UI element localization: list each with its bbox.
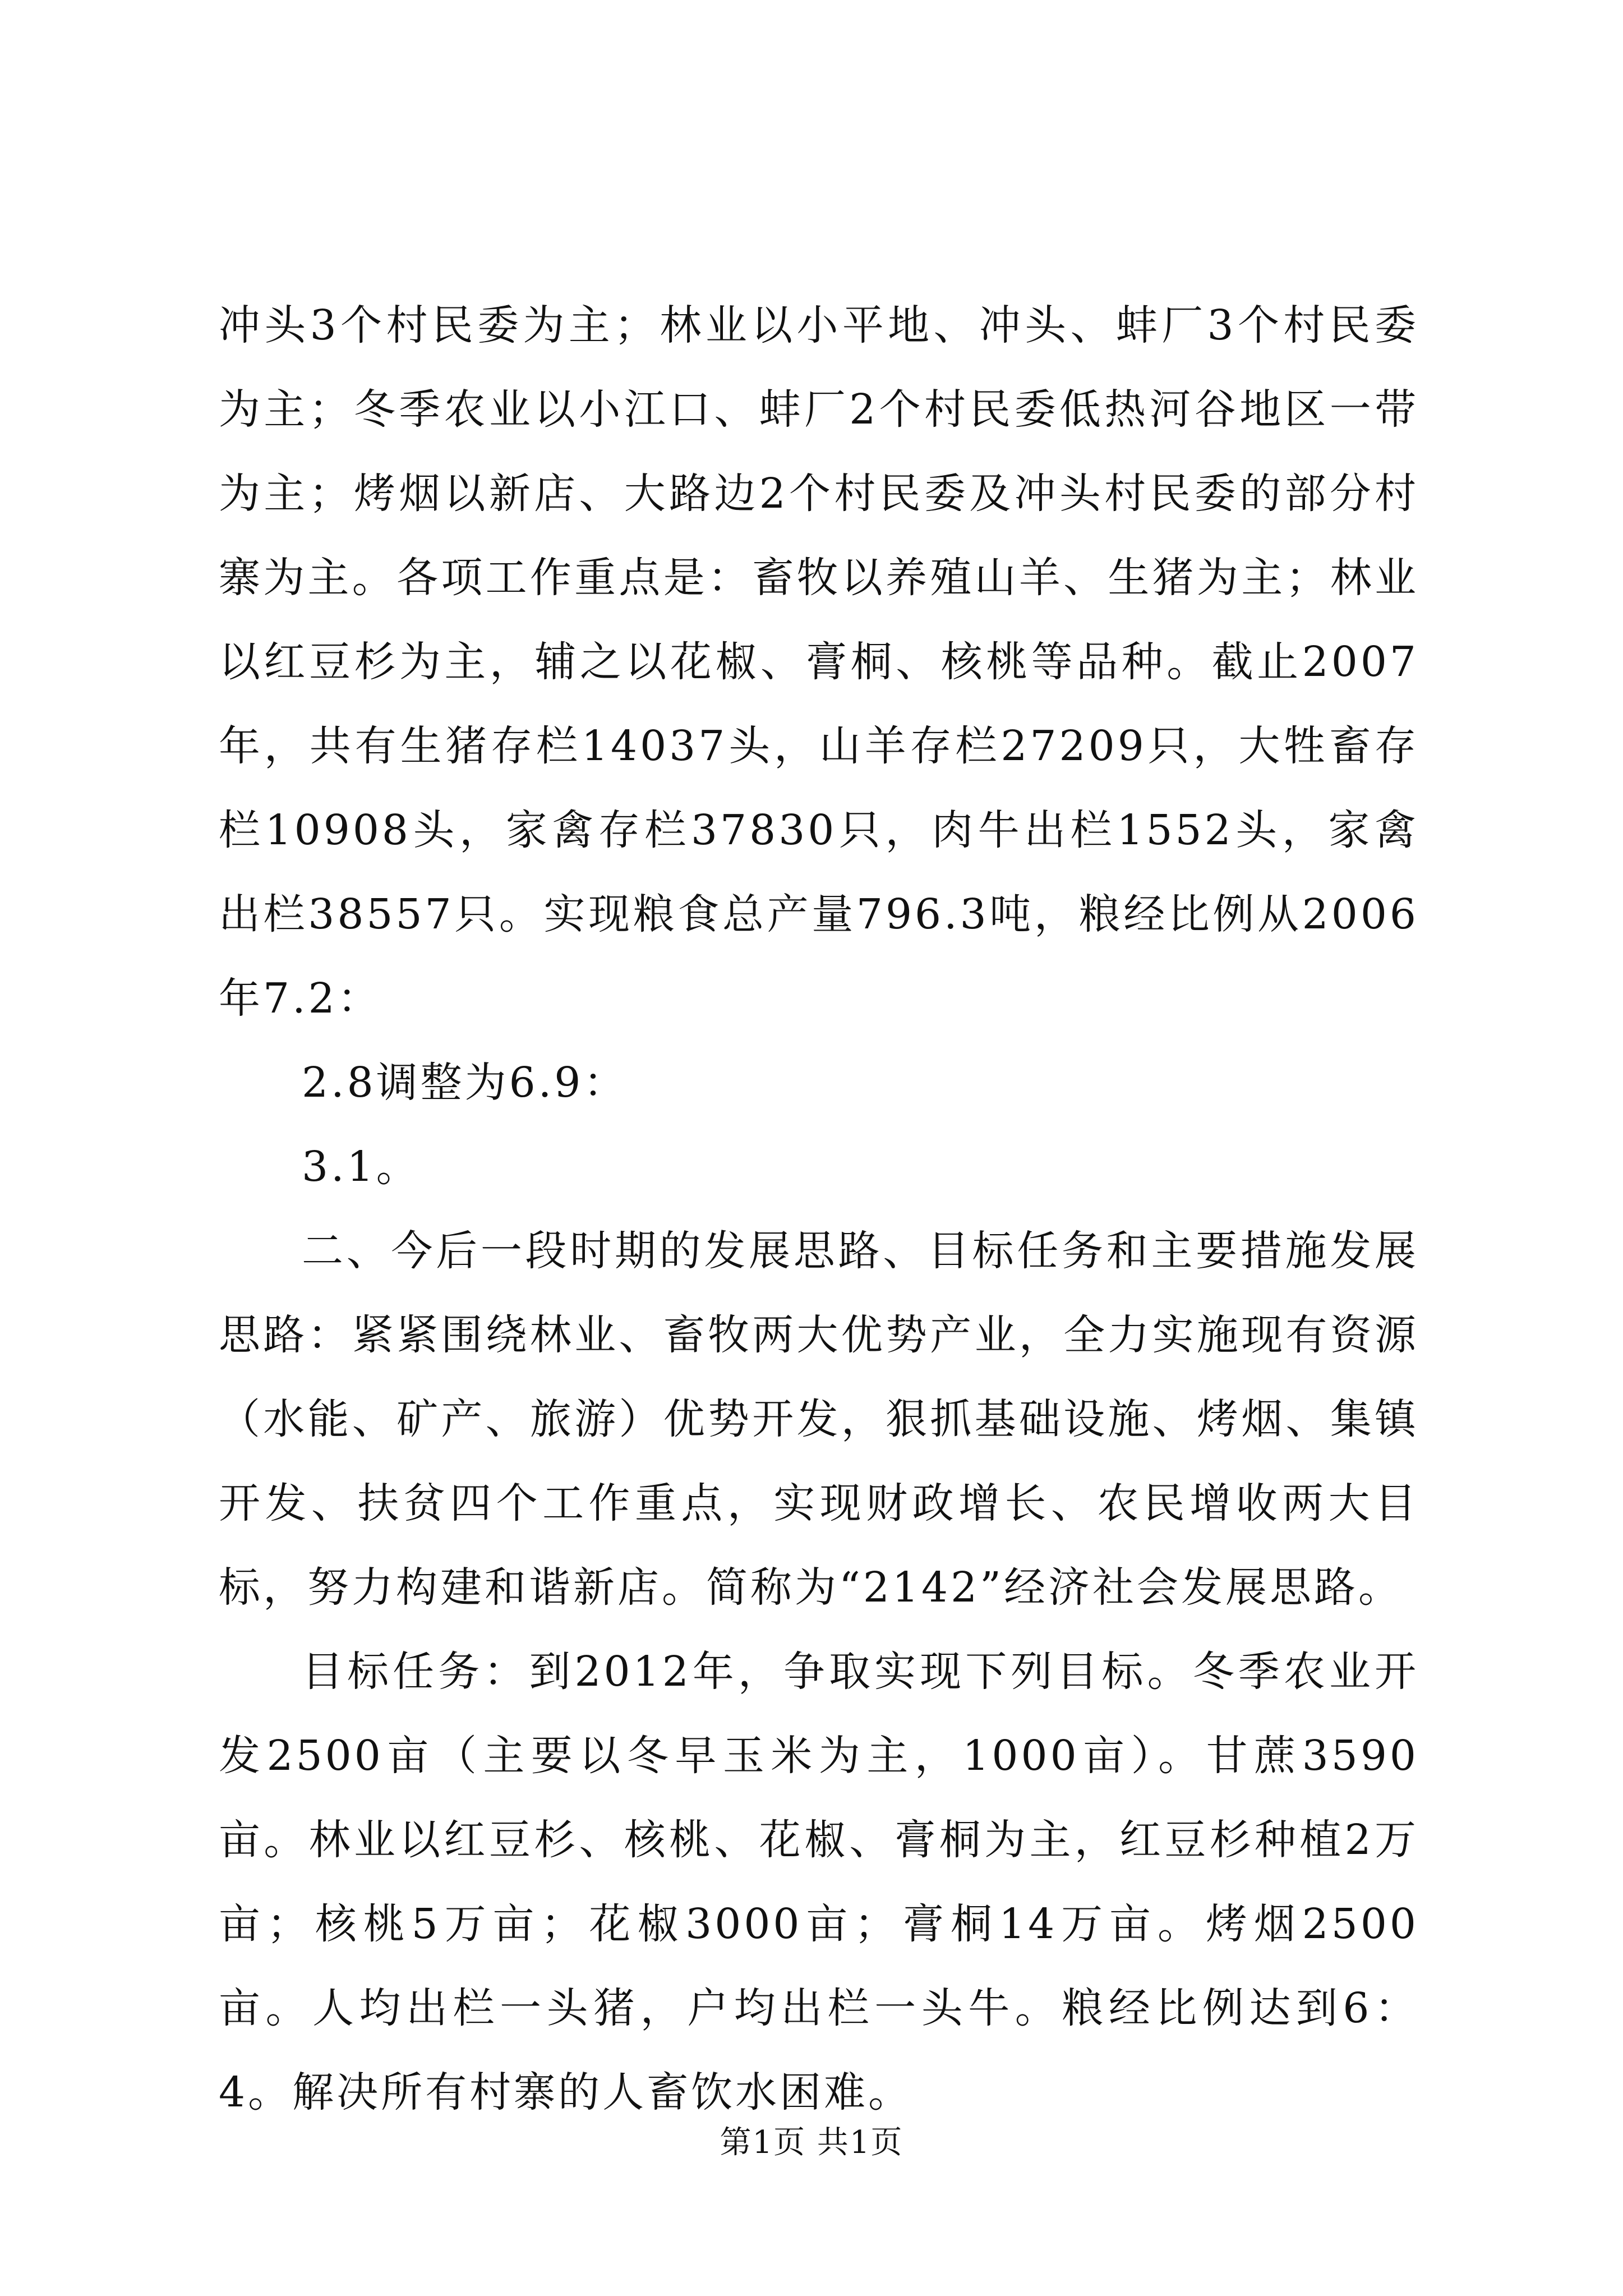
paragraph-3: 3.1。 — [302, 1143, 421, 1191]
paragraph-2: 2.8调整为6.9： — [302, 1059, 628, 1107]
paragraph-5: 目标任务：到2012年，争取实现下列目标。冬季农业开发2500亩（主要以冬早玉米为主，1000亩）。甘蔗3590亩。林业以红豆杉、核桃、花椒、膏桐为主，红豆杉种植2万亩；核桃5万亩；花椒3000亩；膏桐14万亩。烤烟2500亩。人均出栏一头猪，户均出栏一头牛。粮经比例达到6：4。解决所有村寨的人畜饮水困难。 — [219, 1648, 1419, 2116]
paragraph-4: 二、今后一段时期的发展思路、目标任务和主要措施发展思路：紧紧围绕林业、畜牧两大优势产业，全力实施现有资源（水能、矿产、旅游）优势开发，狠抓基础设施、烤烟、集镇开发、扶贫四个工作重点，实现财政增长、农民增收两大目标，努力构建和谐新店。简称为“2142”经济社会发展思路。 — [219, 1227, 1419, 1612]
document-body — [219, 283, 1419, 2134]
page-footer: 第1页 共1页 — [720, 2124, 903, 2161]
paragraph-1: 冲头3个村民委为主；林业以小平地、冲头、蚌厂3个村民委为主；冬季农业以小江口、蚌厂2个村民委低热河谷地区一带为主；烤烟以新店、大路边2个村民委及冲头村民委的部分村寨为主。各项工作重点是：畜牧以养殖山羊、生猪为主；林业以红豆杉为主，辅之以花椒、膏桐、核桃等品种。截止2007年，共有生猪存栏14037头，山羊存栏27209只，大牲畜存栏10908头，家禽存栏37830只，肉牛出栏1552头，家禽出栏38557只。实现粮食总产量796.3吨，粮经比例从2006年7.2： — [219, 301, 1419, 1023]
